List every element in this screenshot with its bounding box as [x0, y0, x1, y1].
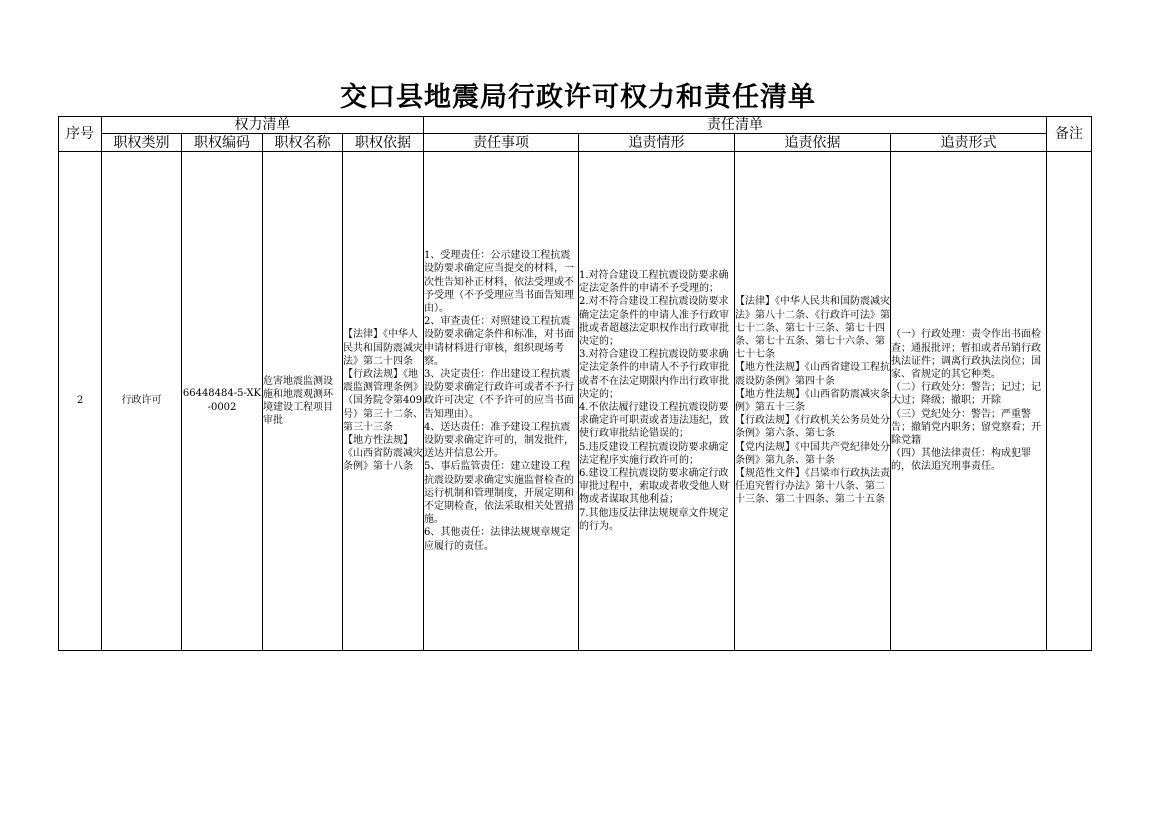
cell-resp-items: 1、受理责任：公示建设工程抗震设防要求确定应当提交的材料，一次性告知补正材料，依法受理或不予受理（不予受理应当书面告知理由）。 2、审查责任：对照建设工程抗震设防要求确定条件和标准，对书面申请材料进行审核，组织现场考察。 3、决定责任：作出建设工程抗震设防要求确定行政许可或者不予行政许可决定（不予许可的应当书面告知理由）。 4、送达责任：准予建设工程抗震设防要求确定许可的，制发批件，送达并信息公开。 5、事后监管责任：建立建设工程抗震设防要求确定实施监督检查的运行机制和管理制度，开展定期和不定期检查，依法采取相关处置措施。 6、其他责任：法律法规规章规定应履行的责任。 [424, 152, 579, 651]
cell-power-type: 行政许可 [102, 152, 182, 651]
cell-accountability-basis: 【法律】《中华人民共和国防震减灾法》第八十二条、《行政许可法》第七十二条、第七十三条、第七十四条、第七十五条、第七十六条、第七十七条 【地方性法规】《山西省建设工程抗震设防条例》第四十条 【地方性法规】《山西省防震减灾条例》第五十三条 【行政法规】《行政机关公务员处分条例》第六条、第七条 【党内法规】《中国共产党纪律处分条例》第九条、第十条 【规范性文件】《吕梁市行政执法责任追究暂行办法》第十八条、第二十三条、第二十四条、第二十五条 [735, 152, 891, 651]
header-power-type: 职权类别 [102, 134, 182, 152]
cell-seq: 2 [59, 152, 102, 651]
header-power-name: 职权名称 [263, 134, 343, 152]
header-accountability-cases: 追责情形 [579, 134, 735, 152]
cell-power-basis: 【法律】《中华人民共和国防震减灾法》第二十四条 【行政法规】《地震监测管理条例》（国务院令第409号）第三十二条、第三十三条 【地方性法规】《山西省防震减灾条例》第十八条 [343, 152, 424, 651]
header-accountability-basis: 追责依据 [735, 134, 891, 152]
header-power-code: 职权编码 [182, 134, 263, 152]
cell-power-code: 66448484-5-XK-0002 [182, 152, 263, 651]
cell-accountability-cases: 1.对符合建设工程抗震设防要求确定法定条件的申请不予受理的； 2.对不符合建设工程抗震设防要求确定法定条件的申请人准予行政审批或者超越法定职权作出行政审批决定的； 3.对符合建设工程抗震设防要求确定法定条件的申请人不予行政审批或者不在法定期限内作出行政审批决定的； 4.不依法履行建设工程抗震设防要求确定许可职责或者违法违纪，致使行政审批结论错误的； 5.违反建设工程抗震设防要求确定法定程序实施行政许可的； 6.建设工程抗震设防要求确定行政审批过程中，索取或者收受他人财物或者谋取其他利益； 7.其他违反法律法规规章文件规定的行为。 [579, 152, 735, 651]
page-title: 交口县地震局行政许可权力和责任清单 [340, 82, 816, 113]
cell-power-name: 危害地震监测设施和地震观测环境建设工程项目审批 [263, 152, 343, 651]
cell-accountability-forms: （一）行政处理：责令作出书面检查；通报批评；暂扣或者吊销行政执法证件；调离行政执法岗位；国家、省规定的其它种类。 （二）行政处分：警告；记过；记大过；降级；撤职；开除 （三）党纪处分：警告；严重警告；撤销党内职务；留党察看；开除党籍 （四）其他法律责任：构成犯罪的，依法追究刑事责任。 [891, 152, 1047, 651]
header-power-list: 权力清单 [102, 117, 424, 134]
header-resp-items: 责任事项 [424, 134, 579, 152]
cell-remarks [1047, 152, 1092, 651]
header-accountability-forms: 追责形式 [891, 134, 1047, 152]
header-seq: 序号 [59, 117, 102, 152]
header-responsibility-list: 责任清单 [424, 117, 1047, 134]
responsibility-table [58, 116, 1092, 651]
header-remarks: 备注 [1047, 117, 1092, 152]
header-power-basis: 职权依据 [343, 134, 424, 152]
